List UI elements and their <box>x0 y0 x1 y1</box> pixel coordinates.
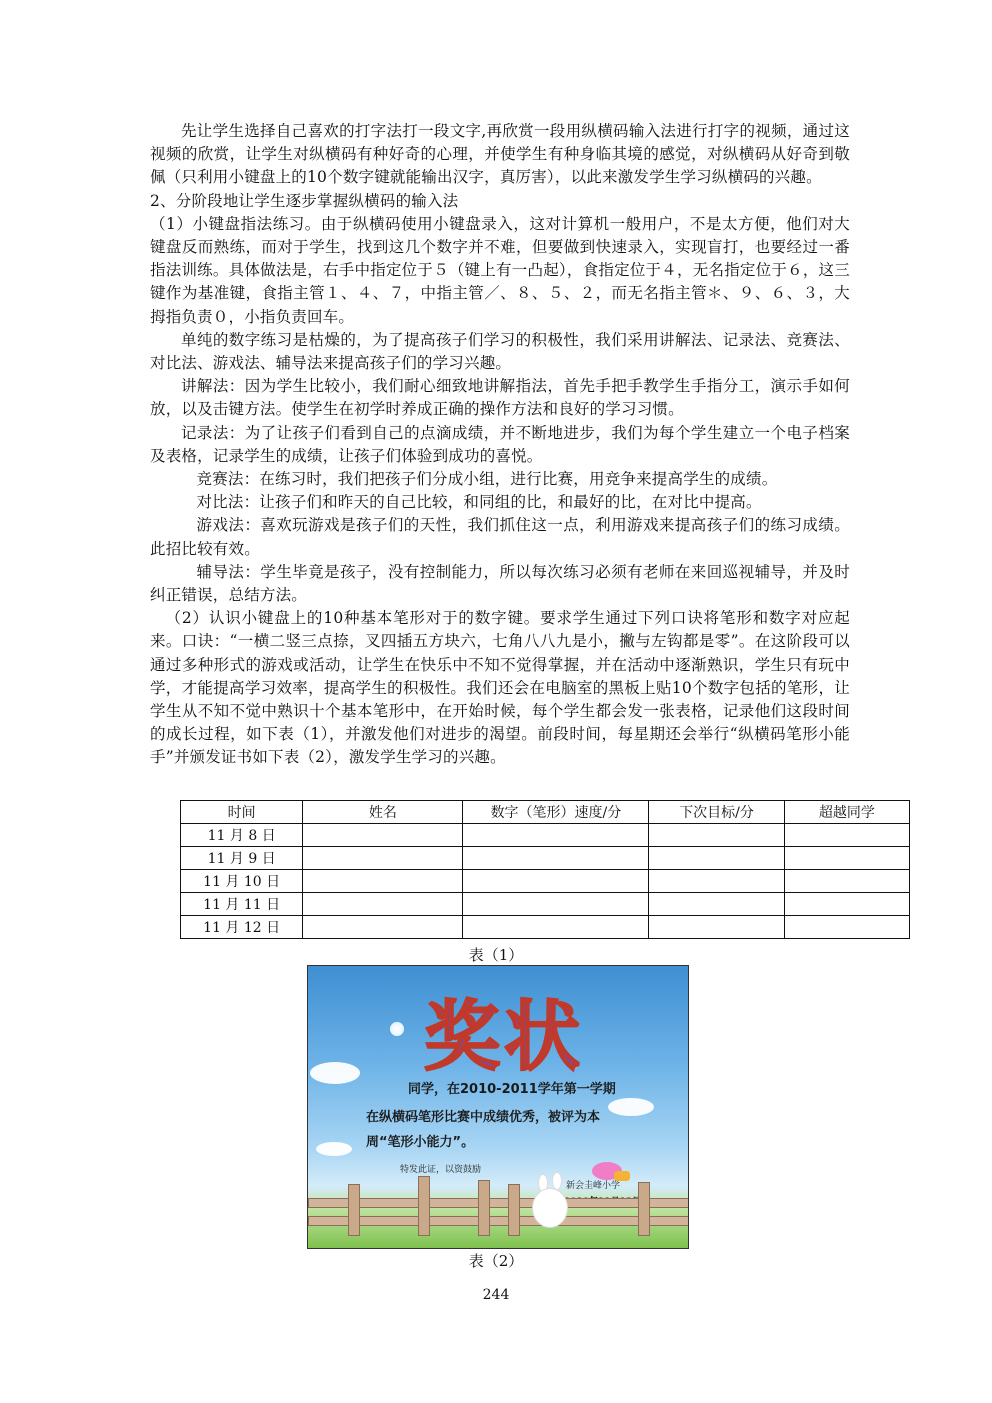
certificate-line: 在纵横码笔形比赛中成绩优秀，被评为本 <box>366 1110 601 1125</box>
paragraph: 单纯的数字练习是枯燥的，为了提高孩子们学习的积极性，我们采用讲解法、记录法、竞赛法、对比法、游戏法、辅导法来提高孩子们的学习兴趣。 <box>150 330 850 373</box>
cloud-icon <box>316 1142 352 1156</box>
paragraph: 讲解法：因为学生比较小，我们耐心细致地讲解指法，首先手把手教学生手指分工，演示手如何放，以及击键方法。使学生在初学时养成正确的操作方法和良好的学习习惯。 <box>150 377 850 419</box>
table-header: 姓名 <box>303 801 463 824</box>
certificate-line: 同学，在2010-2011学年第一学期 <box>408 1082 616 1097</box>
fence-icon <box>308 1216 689 1226</box>
certificate-title: 奖状 <box>424 992 584 1081</box>
certificate-note: 特发此证，以资鼓励 <box>400 1165 482 1175</box>
paragraph: （1）小键盘指法练习。由于纵横码使用小键盘录入，这对计算机一般用户，不是太方便，他们对大键盘反而熟练，而对于学生，找到这几个数字并不难，但要做到快速录入，实现盲打，也要经过一番指法训练。具体做法是，右手中指定位于５（键上有一凸起），食指定位于４，无名指定位于６，这三键作为基准键，食指主管１、４、７，中指主管／、８、５、２，而无名指主管＊、９、６、３，大拇指负责０，小指负责回车。 <box>150 214 850 326</box>
date-cell: 11 月 10 日 <box>181 870 303 893</box>
table-row <box>181 824 910 847</box>
hat-icon <box>614 1171 630 1181</box>
certificate-caption: 表（2） <box>468 1252 524 1270</box>
fence-icon <box>418 1176 430 1236</box>
fence-icon <box>638 1182 650 1236</box>
cloud-icon <box>310 1062 360 1084</box>
sun-icon <box>390 1022 404 1036</box>
table-row <box>181 870 910 893</box>
page-number: 244 <box>482 1287 510 1303</box>
paragraph: 先让学生选择自己喜欢的打字法打一段文字,再欣赏一段用纵横码输入法进行打字的视频，通过这视频的欣赏，让学生对纵横码有种好奇的心理，并使学生有种身临其境的感觉，对纵横码从好奇到敬佩（只利用小键盘上的10个数字键就能输出汉字，真厉害），以此来激发学生学习纵横码的兴趣。 <box>150 122 850 187</box>
body-text <box>150 120 850 770</box>
certificate-school: 新会圭峰小学 <box>566 1181 621 1191</box>
fence-icon <box>478 1180 490 1236</box>
date-cell: 11 月 9 日 <box>181 847 303 870</box>
date-cell: 11 月 8 日 <box>181 824 303 847</box>
table-header: 超越同学 <box>784 801 909 824</box>
table-header-row <box>181 801 910 824</box>
paragraph: 竞赛法：在练习时，我们把孩子们分成小组，进行比赛，用竞争来提高学生的成绩。 <box>196 470 778 489</box>
fence-icon <box>508 1184 520 1236</box>
table-row <box>181 893 910 916</box>
date-cell: 11 月 12 日 <box>181 916 303 939</box>
paragraph: 游戏法：喜欢玩游戏是孩子们的天性，我们抓住这一点，利用游戏来提高孩子们的练习成绩。此招比较有效。 <box>150 516 850 558</box>
table-caption: 表（1） <box>468 946 524 964</box>
certificate-image <box>307 965 689 1249</box>
progress-record-table <box>180 800 910 939</box>
paragraph: 2、分阶段地让学生逐步掌握纵横码的输入法 <box>150 191 459 210</box>
date-cell: 11 月 11 日 <box>181 893 303 916</box>
paragraph: 辅导法：学生毕竟是孩子，没有控制能力，所以每次练习必须有老师在来回巡视辅导，并及时纠正错误，总结方法。 <box>150 562 850 605</box>
fence-icon <box>308 1198 689 1208</box>
table-header: 时间 <box>181 801 303 824</box>
bunny-icon <box>532 1188 568 1228</box>
cloud-icon <box>608 1098 654 1116</box>
table-row <box>181 847 910 870</box>
table-header: 下次目标/分 <box>649 801 784 824</box>
paragraph: 对比法：让孩子们和昨天的自己比较，和同组的比，和最好的比，在对比中提高。 <box>196 493 762 512</box>
paragraph: 记录法：为了让孩子们看到自己的点滴成绩，并不断地进步，我们为每个学生建立一个电子档案及表格，记录学生的成绩，让孩子们体验到成功的喜悦。 <box>150 423 850 465</box>
paragraph: （2）认识小键盘上的10种基本笔形对于的数字键。要求学生通过下列口诀将笔形和数字对应起来。口诀：“一横二竖三点捺，叉四插五方块六，七角八八九是小，撇与左钩都是零”。在这阶段可以通过多种形式的游戏或活动，让学生在快乐中不知不觉得掌握，并在活动中逐渐熟识，学生只有玩中学，才能提高学习效率，提高学生的积极性。我们还会在电脑室的黑板上贴10个数字包括的笔形，让学生从不知不觉中熟识十个基本笔形中，在开始时候，每个学生都会发一张表格，记录他们这段时间的成长过程，如下表（1），并激发他们对进步的渴望。前段时间，每星期还会举行“纵横码笔形小能手”并颁发证书如下表（2），激发学生学习的兴趣。 <box>150 609 850 767</box>
bunny-icon <box>552 1172 562 1190</box>
certificate-line: 周“笔形小能力”。 <box>366 1135 475 1150</box>
table-header: 数字（笔形）速度/分 <box>463 801 649 824</box>
fence-icon <box>348 1184 360 1236</box>
table-row <box>181 916 910 939</box>
